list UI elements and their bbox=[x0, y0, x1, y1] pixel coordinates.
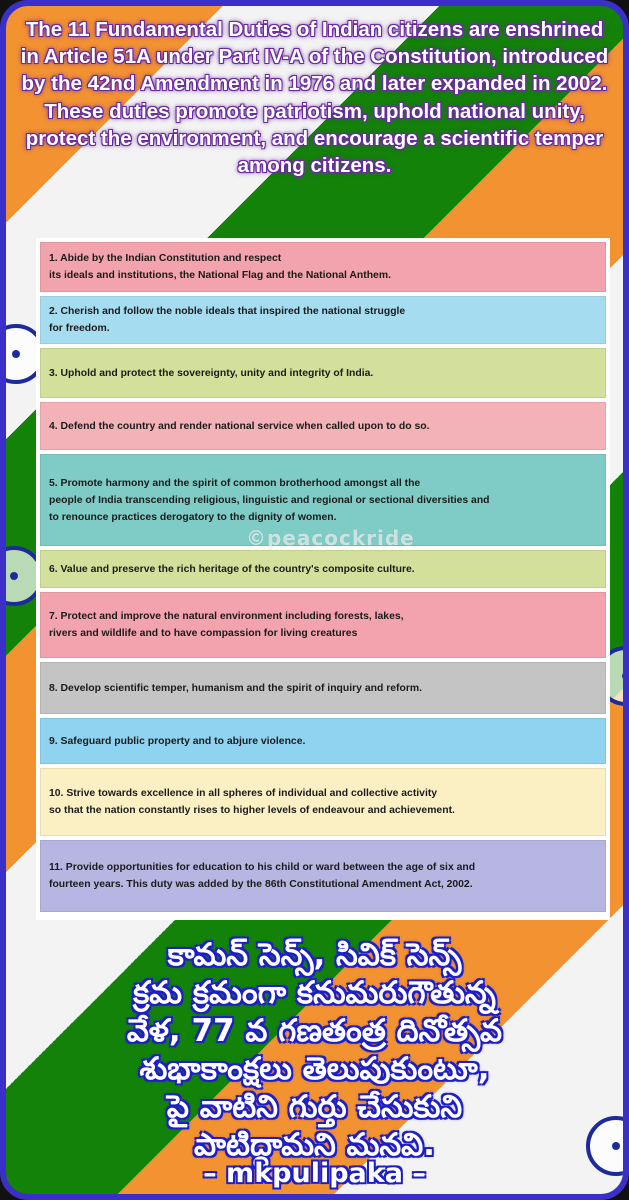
duty-line: people of India transcending religious, linguistic and regional or sectional diversities and bbox=[49, 494, 490, 506]
intro-text: The 11 Fundamental Duties of Indian citizens are enshrined in Article 51A under Part IV-A of the Constitution, introduced by the 42nd Amendment in 1976 and later expanded in 2002. These duties promote patriotism, uphold national unity, protect the environment, and encourage a scientific temper among citizens. bbox=[20, 18, 609, 178]
duty-line: 9. Safeguard public property and to abjure violence. bbox=[49, 735, 306, 747]
telugu-line: కామన్ సెన్స్, సివిక్ సెన్స్ bbox=[167, 937, 462, 973]
duty-text bbox=[49, 859, 475, 893]
telugu-line: పై వాటిని గుర్తు చేసుకుని bbox=[166, 1089, 463, 1125]
duty-text bbox=[49, 733, 305, 750]
duty-line: 3. Uphold and protect the sovereignty, unity and integrity of India. bbox=[49, 367, 374, 379]
duty-item bbox=[40, 296, 606, 344]
duty-item bbox=[40, 242, 606, 292]
watermark: ©peacockride bbox=[246, 526, 415, 550]
duty-line: 4. Defend the country and render national service when called upon to do so. bbox=[49, 420, 430, 432]
telugu-line: పాటిద్దామని మనవి. bbox=[194, 1127, 435, 1163]
duty-line: 5. Promote harmony and the spirit of common brotherhood amongst all the bbox=[49, 477, 421, 489]
duty-line: 1. Abide by the Indian Constitution and respect bbox=[49, 253, 282, 264]
telugu-line: శుభాకాంక్షలు తెలుపుకుంటూ, bbox=[139, 1051, 490, 1087]
duty-text bbox=[49, 250, 391, 284]
duty-line: so that the nation constantly rises to higher levels of endeavour and achievement. bbox=[49, 805, 455, 816]
duty-item bbox=[40, 592, 606, 658]
duty-line: 10. Strive towards excellence in all spheres of individual and collective activity bbox=[49, 788, 438, 799]
duty-line: 2. Cherish and follow the noble ideals that inspired the national struggle bbox=[49, 306, 406, 317]
signature: – mkpulipaka – bbox=[203, 1158, 426, 1189]
duty-text bbox=[49, 680, 422, 697]
duty-line: rivers and wildlife and to have compassion for living creatures bbox=[49, 628, 358, 639]
duty-item bbox=[40, 840, 606, 912]
duty-line: to renounce practices derogatory to the dignity of women. bbox=[49, 511, 337, 523]
duty-line: for freedom. bbox=[49, 323, 110, 334]
duty-text bbox=[49, 785, 455, 819]
duty-item bbox=[40, 550, 606, 588]
duty-text bbox=[49, 418, 429, 435]
duty-line: 7. Protect and improve the natural environment including forests, lakes, bbox=[49, 611, 404, 622]
telugu-line: క్రమ క్రమంగా కనుమరుగౌతున్న bbox=[133, 975, 496, 1011]
duty-line: its ideals and institutions, the National Flag and the National Anthem. bbox=[49, 270, 391, 281]
duty-item bbox=[40, 718, 606, 764]
duty-line: 11. Provide opportunities for education to his child or ward between the age of six and bbox=[49, 862, 476, 873]
duty-text bbox=[49, 303, 405, 337]
duty-line: 8. Develop scientific temper, humanism and the spirit of inquiry and reform. bbox=[49, 682, 422, 694]
duty-line: fourteen years. This duty was added by the 86th Constitutional Amendment Act, 2002. bbox=[49, 879, 473, 890]
duty-item bbox=[40, 662, 606, 714]
duty-text bbox=[49, 475, 490, 526]
telugu-line: వేళ, 77 వ గణతంత్ర దినోత్సవ bbox=[126, 1013, 503, 1049]
duty-text bbox=[49, 608, 404, 642]
telugu-message bbox=[16, 936, 613, 1164]
duty-item bbox=[40, 768, 606, 836]
duty-text bbox=[49, 561, 415, 578]
duty-text bbox=[49, 365, 373, 382]
duties-panel bbox=[36, 238, 610, 920]
duty-item bbox=[40, 402, 606, 450]
duty-item bbox=[40, 348, 606, 398]
duty-line: 6. Value and preserve the rich heritage of the country's composite culture. bbox=[49, 563, 415, 575]
